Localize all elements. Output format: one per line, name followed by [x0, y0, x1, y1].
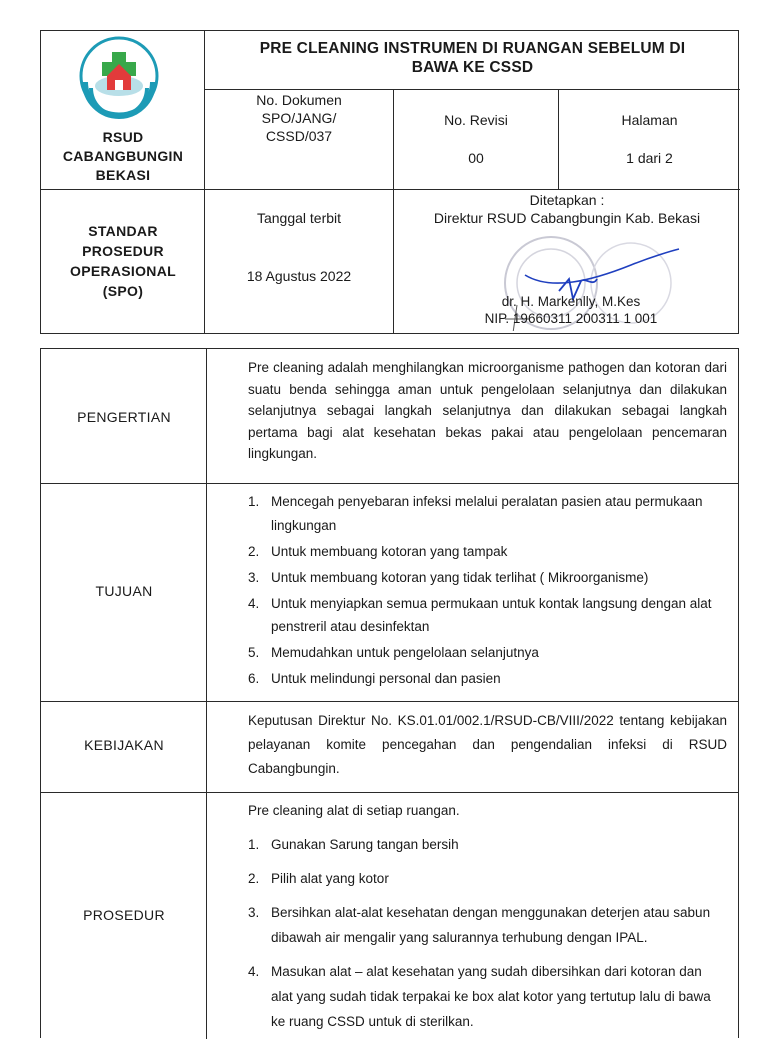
prosedur-intro: Pre cleaning alat di setiap ruangan. — [248, 803, 460, 818]
doc-number-cell — [205, 91, 393, 145]
prosedur-list — [207, 832, 727, 1034]
issue-date-cell — [205, 209, 393, 285]
list-item — [207, 667, 727, 691]
list-number: 3. — [248, 569, 260, 585]
list-number: 5. — [248, 645, 260, 660]
section-label-prosedur: PROSEDUR — [83, 907, 165, 923]
signatory-nip: NIP. 19660311 200311 1 001 — [484, 311, 658, 326]
tujuan-list — [207, 490, 727, 691]
section-label-kebijakan: KEBIJAKAN — [84, 737, 164, 753]
list-number: 1. — [248, 836, 260, 852]
spo-label — [41, 221, 205, 301]
hospital-name — [41, 128, 205, 185]
page-value: 1 dari 2 — [626, 150, 673, 166]
hospital-name-line: CABANGBUNGIN — [62, 148, 184, 164]
list-number: 3. — [248, 904, 260, 920]
issue-date-label: Tanggal terbit — [256, 210, 342, 226]
list-number: 4. — [248, 595, 260, 611]
list-item-text: Mencegah penyebaran infeksi melalui peralatan pasien atau permukaan lingkungan — [271, 494, 703, 533]
list-item — [207, 832, 727, 857]
list-item-text: Untuk membuang kotoran yang tampak — [271, 543, 508, 559]
document-title-line: PRE CLEANING INSTRUMEN DI RUANGAN SEBELUM DI — [259, 40, 686, 57]
spo-label-line: PROSEDUR — [82, 243, 164, 259]
spo-label-line: OPERASIONAL — [70, 263, 176, 279]
list-item-text: Untuk membuang kotoran yang tidak terlihat ( Mikroorganisme) — [271, 569, 649, 585]
body-divider — [41, 792, 738, 793]
kebijakan-text: Keputusan Direktur No. KS.01.01/002.1/RSUD-CB/VIII/2022 tentang kebijakan pelayanan komite pencegahan dan pengendalian infeksi di RSUD Cabangbungin. — [248, 713, 727, 776]
revision-cell — [394, 111, 558, 167]
document-title-line: BAWA KE CSSD — [411, 59, 534, 76]
document-title — [205, 39, 740, 77]
header-divider — [205, 89, 740, 90]
list-item — [207, 592, 727, 639]
list-number: 2. — [248, 870, 260, 886]
section-content-kebijakan — [207, 709, 727, 781]
list-number: 1. — [248, 494, 260, 509]
header-divider — [41, 189, 740, 190]
revision-label: No. Revisi — [444, 112, 508, 128]
revision-value: 00 — [468, 150, 484, 166]
list-item — [207, 959, 727, 1034]
doc-number-value: SPO/JANG/ — [261, 110, 337, 126]
list-number: 4. — [248, 963, 260, 979]
list-item — [207, 540, 727, 564]
list-item-text: Masukan alat – alat kesehatan yang sudah dibersihkan dari kotoran dan alat yang sudah tidak terpakai ke box alat kotor yang tertutup lalu di bawa ke ruang CSSD untuk di sterilkan. — [271, 963, 711, 1029]
doc-number-label: No. Dokumen — [256, 92, 342, 108]
hospital-name-line: RSUD — [102, 129, 144, 145]
section-content-tujuan — [207, 490, 727, 693]
signatory-block — [471, 293, 671, 327]
list-item-text: Bersihkan alat-alat kesehatan dengan menggunakan deterjen atau sabun dibawah air mengalir yang salurannya terhubung dengan IPAL. — [271, 904, 711, 945]
page-label: Halaman — [621, 112, 678, 128]
page-cell — [559, 111, 740, 167]
approved-by: Direktur RSUD Cabangbungin Kab. Bekasi — [433, 210, 701, 226]
body-divider — [41, 483, 738, 484]
list-item — [207, 566, 727, 590]
list-item — [207, 866, 727, 891]
pengertian-text: Pre cleaning adalah menghilangkan microorganisme pathogen dan kotoran dari suatu benda sehingga aman untuk pengelolaan selanjutnya dan dilakukan selanjutnya sebagai langkah selanjutnya dan dilakukan sebagai langkah pertama bagi alat kesehatan bekas pakai atau pengelolaan pencemaran lingkungan. — [248, 360, 727, 461]
list-item-text: Untuk melindungi personal dan pasien — [271, 671, 501, 686]
list-item-text: Gunakan Sarung tangan bersih — [271, 836, 459, 852]
list-item-text: Memudahkan untuk pengelolaan selanjutnya — [271, 645, 539, 660]
spo-label-line: (SPO) — [102, 283, 144, 299]
issue-date-value: 18 Agustus 2022 — [246, 268, 352, 284]
list-number: 2. — [248, 543, 260, 559]
list-item-text: Untuk menyiapkan semua permukaan untuk kontak langsung dengan alat penstreril atau desinfektan — [271, 595, 712, 634]
document-header-table — [40, 30, 739, 334]
list-item-text: Pilih alat yang kotor — [271, 870, 389, 886]
section-content-prosedur — [207, 800, 727, 1043]
approval-cell — [394, 191, 740, 227]
body-divider — [41, 701, 738, 702]
section-label-pengertian: PENGERTIAN — [77, 409, 171, 425]
section-label-tujuan: TUJUAN — [95, 583, 153, 599]
doc-number-value: CSSD/037 — [265, 128, 333, 144]
section-content-pengertian — [207, 357, 727, 465]
list-item — [207, 900, 727, 950]
hospital-name-line: BEKASI — [95, 167, 151, 183]
list-item — [207, 490, 727, 537]
signatory-name: dr. H. Markenlly, M.Kes — [501, 294, 641, 309]
hospital-logo-icon — [77, 36, 161, 120]
list-number: 6. — [248, 671, 260, 686]
approved-label: Ditetapkan : — [529, 192, 605, 208]
spo-label-line: STANDAR — [88, 223, 158, 239]
sop-content-table — [40, 348, 739, 1038]
list-item — [207, 641, 727, 665]
